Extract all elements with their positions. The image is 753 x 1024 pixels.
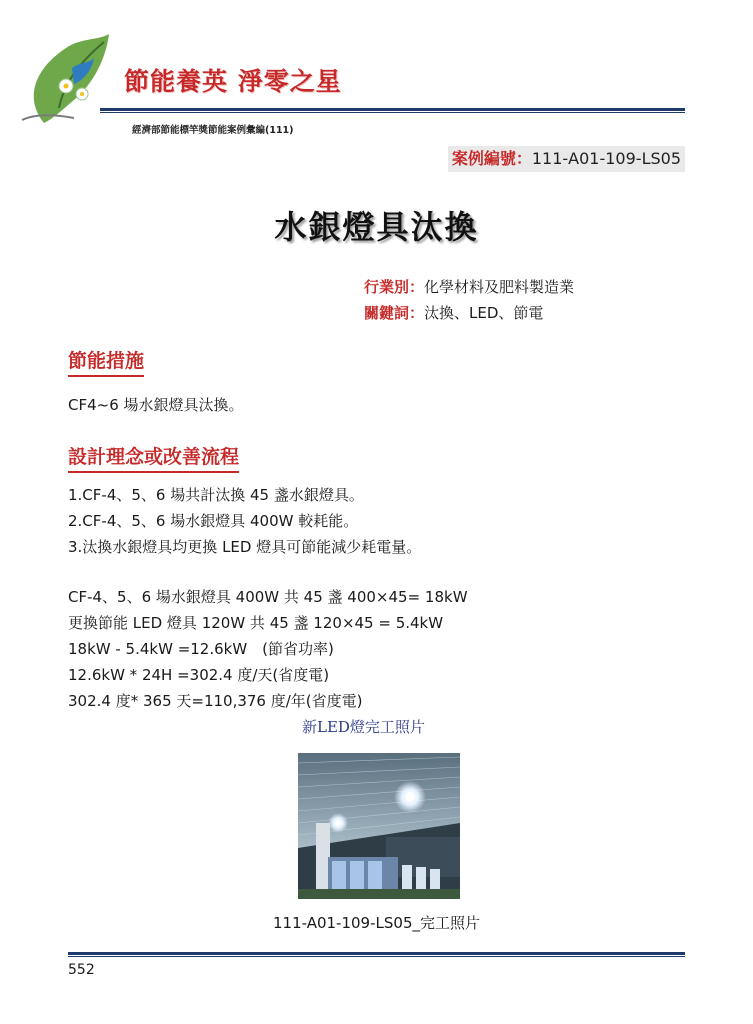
design-list xyxy=(68,482,421,560)
keywords-label: 關鍵詞： xyxy=(364,304,425,322)
measures-text: CF4~6 場水銀燈具汰換。 xyxy=(68,396,244,414)
case-id-label: 案例編號： xyxy=(451,149,532,168)
industry-value: 化學材料及肥料製造業 xyxy=(424,278,575,296)
calc-line: 302.4 度* 365 天=110,376 度/年(省度電) xyxy=(68,692,363,710)
logo-subtitle: 經濟部節能標竿獎節能案例彙編(111) xyxy=(132,125,294,136)
calc-line: 18kW - 5.4kW =12.6kW (節省功率) xyxy=(68,640,334,658)
calc-line: 12.6kW * 24H =302.4 度/天(省度電) xyxy=(68,666,330,684)
list-item: 3.汰換水銀燈具均更換 LED 燈具可節能減少耗電量。 xyxy=(68,538,422,556)
list-item: 1.CF-4、5、6 場共計汰換 45 盞水銀燈具。 xyxy=(68,486,364,504)
case-id-value: 111-A01-109-LS05 xyxy=(531,149,681,168)
photo-caption: 111-A01-109-LS05_完工照片 xyxy=(273,914,480,932)
calc-line: CF-4、5、6 場水銀燈具 400W 共 45 盞 400×45= 18kW xyxy=(68,588,468,606)
section-heading-design: 設計理念或改善流程 xyxy=(68,442,239,473)
industry-line xyxy=(364,276,574,297)
footer-rule xyxy=(68,952,685,958)
section-heading-measures: 節能措施 xyxy=(68,346,144,377)
logo-title: 節能養英 淨零之星 xyxy=(124,67,342,96)
keywords-line xyxy=(364,302,543,323)
page-number: 552 xyxy=(68,962,95,978)
calc-line: 更換節能 LED 燈具 120W 共 45 盞 120×45 = 5.4kW xyxy=(68,614,444,632)
industry-label: 行業別： xyxy=(364,278,425,296)
case-id-box xyxy=(448,146,685,172)
header-rule xyxy=(100,108,685,114)
keywords-value: 汰換、LED、節電 xyxy=(424,304,544,322)
list-item: 2.CF-4、5、6 場水銀燈具 400W 較耗能。 xyxy=(68,512,359,530)
led-completion-photo xyxy=(298,753,460,899)
calculation-block xyxy=(68,584,468,714)
page-title: 水銀燈具汰換 xyxy=(274,208,479,246)
photo-inner-caption: 新LED燈完工照片 xyxy=(302,718,425,736)
